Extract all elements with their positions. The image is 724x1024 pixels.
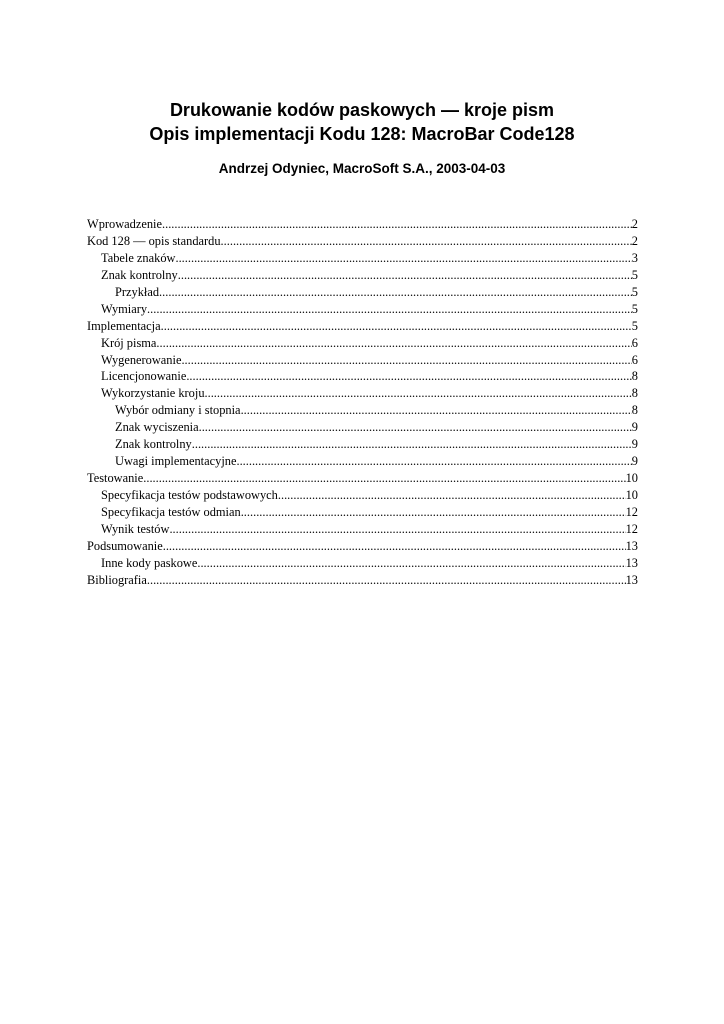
toc-entry-title: Implementacja — [87, 318, 161, 333]
toc-entry-page-number: 9 — [631, 437, 638, 452]
toc-entry[interactable] — [87, 572, 638, 589]
toc-dot-leader — [278, 487, 626, 504]
toc-entry-page-number: 9 — [631, 420, 638, 435]
toc-entry-title: Wygenerowanie — [101, 352, 182, 367]
document-title-line-1: Drukowanie kodów paskowych — kroje pism — [169, 100, 555, 120]
toc-entry-title: Wprowadzenie — [87, 217, 162, 231]
toc-entry[interactable] — [87, 419, 638, 436]
document-title-line-2: Opis implementacji Kodu 128: MacroBar Code128 — [149, 124, 575, 144]
toc-entry-title: Uwagi implementacyjne — [115, 454, 237, 469]
toc-entry-page-number: 13 — [625, 538, 638, 553]
toc-entry-title: Znak kontrolny — [115, 437, 192, 452]
toc-entry-title: Specyfikacja testów podstawowych — [101, 488, 278, 502]
toc-entry[interactable] — [87, 216, 638, 233]
toc-entry[interactable] — [87, 267, 638, 284]
toc-entry-page-number: 2 — [631, 217, 638, 231]
toc-entry-page-number: 5 — [631, 301, 638, 316]
toc-entry[interactable] — [87, 436, 638, 453]
toc-dot-leader — [241, 402, 632, 419]
toc-entry-page-number: 8 — [631, 403, 638, 418]
toc-entry[interactable] — [87, 555, 638, 572]
toc-entry-title: Licencjonowanie — [101, 369, 187, 384]
toc-entry-title: Tabele znaków — [101, 250, 176, 265]
toc-entry[interactable] — [87, 284, 638, 301]
toc-entry-page-number: 8 — [631, 386, 638, 401]
toc-entry-page-number: 3 — [631, 250, 638, 265]
toc-dot-leader — [197, 555, 625, 572]
toc-dot-leader — [163, 538, 626, 555]
toc-dot-leader — [175, 250, 631, 267]
table-of-contents — [87, 216, 638, 589]
toc-entry-page-number: 13 — [625, 555, 638, 570]
toc-entry-title: Wymiary — [101, 301, 148, 316]
toc-dot-leader — [178, 267, 632, 284]
toc-entry-page-number: 6 — [631, 335, 638, 350]
toc-entry-page-number: 13 — [625, 572, 638, 587]
toc-entry-page-number: 2 — [631, 233, 638, 248]
toc-dot-leader — [147, 572, 626, 589]
toc-dot-leader — [156, 335, 631, 352]
toc-entry-page-number: 6 — [631, 352, 638, 367]
toc-entry[interactable] — [87, 521, 638, 538]
toc-entry-title: Krój pisma — [101, 335, 157, 350]
toc-dot-leader — [161, 318, 632, 335]
toc-entry[interactable] — [87, 352, 638, 369]
author-line: Andrzej Odyniec, MacroSoft S.A., 2003-04-03 — [218, 161, 506, 176]
toc-entry-page-number: 5 — [631, 267, 638, 282]
toc-entry-title: Wynik testów — [101, 521, 170, 536]
toc-entry[interactable] — [87, 301, 638, 318]
toc-entry-title: Wybór odmiany i stopnia — [115, 403, 241, 418]
toc-dot-leader — [221, 233, 632, 250]
toc-entry[interactable] — [87, 487, 638, 504]
toc-entry-title: Znak wyciszenia — [115, 420, 199, 435]
toc-entry[interactable] — [87, 368, 638, 385]
toc-entry-page-number: 9 — [631, 454, 638, 469]
toc-entry-title: Podsumowanie — [87, 538, 163, 553]
toc-entry[interactable] — [87, 453, 638, 470]
toc-entry[interactable] — [87, 402, 638, 419]
toc-entry[interactable] — [87, 318, 638, 335]
toc-entry[interactable] — [87, 335, 638, 352]
toc-entry-page-number: 10 — [625, 488, 638, 502]
toc-dot-leader — [205, 385, 632, 402]
toc-dot-leader — [169, 521, 625, 538]
toc-entry[interactable] — [87, 233, 638, 250]
toc-entry-title: Przykład — [115, 284, 160, 299]
toc-entry-title: Specyfikacja testów odmian — [101, 504, 241, 519]
toc-dot-leader — [181, 352, 631, 369]
toc-entry-title: Znak kontrolny — [101, 267, 178, 282]
toc-entry-title: Testowanie — [87, 471, 144, 486]
toc-entry-page-number: 12 — [625, 504, 638, 519]
toc-entry-title: Inne kody paskowe — [101, 555, 198, 570]
title-block — [0, 98, 724, 178]
toc-dot-leader — [199, 419, 632, 436]
toc-entry[interactable] — [87, 504, 638, 521]
toc-entry[interactable] — [87, 250, 638, 267]
toc-dot-leader — [192, 436, 632, 453]
toc-entry[interactable] — [87, 470, 638, 487]
toc-dot-leader — [143, 470, 625, 487]
toc-dot-leader — [186, 368, 631, 385]
toc-entry-title: Kod 128 — opis standardu — [87, 233, 221, 248]
toc-entry-page-number: 5 — [631, 318, 638, 333]
toc-dot-leader — [241, 504, 626, 521]
toc-entry-page-number: 8 — [631, 369, 638, 384]
toc-dot-leader — [162, 216, 632, 233]
toc-dot-leader — [236, 453, 631, 470]
toc-entry-page-number: 5 — [631, 284, 638, 299]
toc-entry-page-number: 10 — [625, 471, 638, 486]
toc-entry[interactable] — [87, 385, 638, 402]
toc-dot-leader — [159, 284, 632, 301]
toc-entry-title: Bibliografia — [87, 572, 147, 587]
toc-entry-title: Wykorzystanie kroju — [101, 386, 205, 401]
toc-dot-leader — [147, 301, 632, 318]
toc-entry[interactable] — [87, 538, 638, 555]
toc-entry-page-number: 12 — [625, 521, 638, 536]
